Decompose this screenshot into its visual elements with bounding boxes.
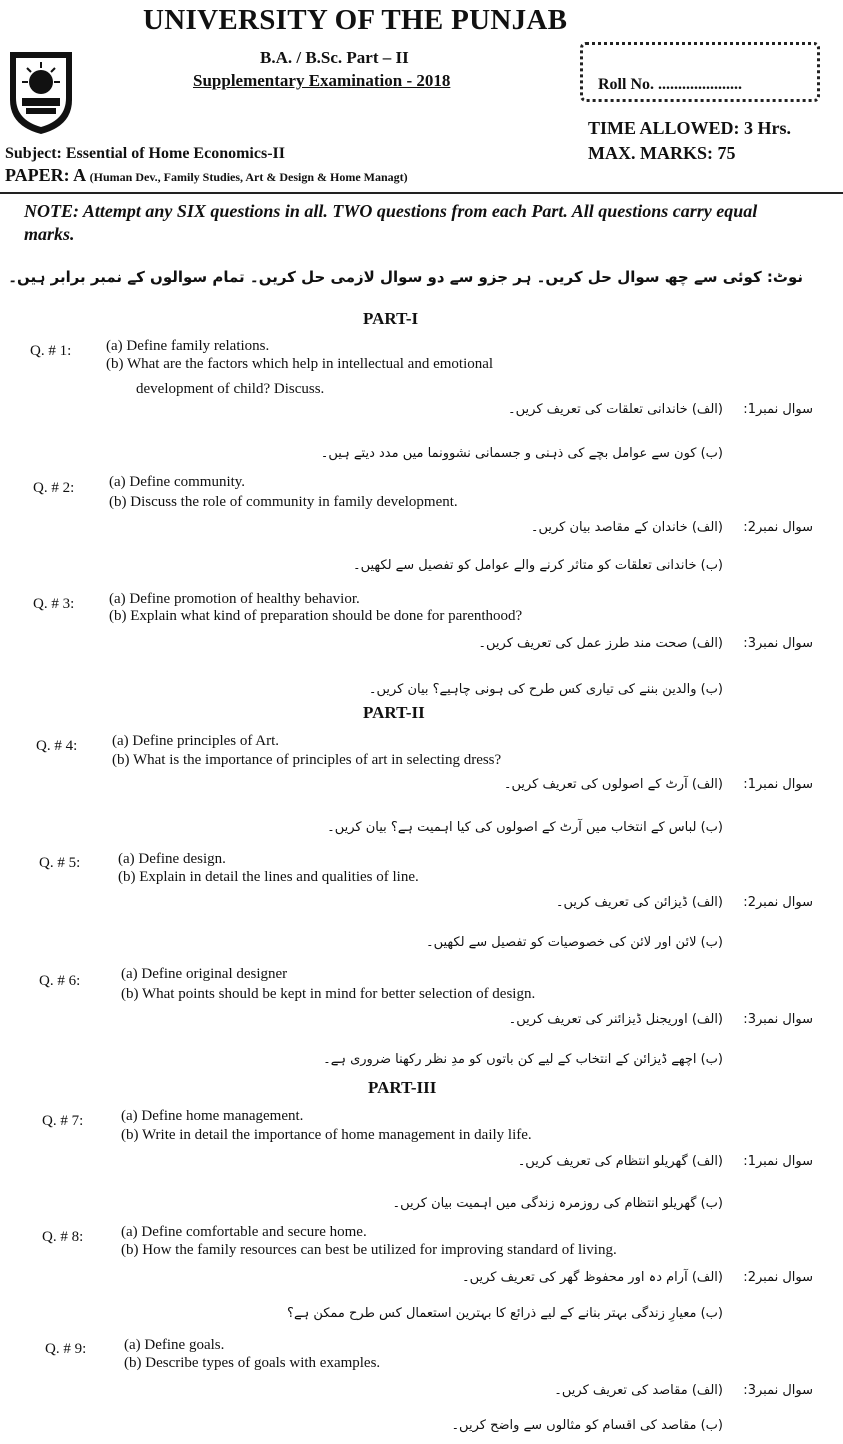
roll-number-label: Roll No. ..................... — [598, 76, 742, 93]
question-number: Q. # 6: — [39, 973, 81, 989]
urdu-question-a: (الف) مقاصد کی تعریف کریں۔ — [554, 1383, 723, 1398]
question-part-b: (b) Write in detail the importance of home management in daily life. — [121, 1127, 532, 1143]
header-divider — [0, 192, 843, 194]
max-marks: MAX. MARKS: 75 — [588, 143, 736, 163]
urdu-question-number: سوال نمبر2: — [743, 1270, 813, 1285]
urdu-question-a: (الف) صحت مند طرز عمل کی تعریف کریں۔ — [478, 636, 723, 651]
urdu-question-a: (الف) آرام دہ اور محفوظ گھر کی تعریف کریں۔ — [461, 1270, 723, 1285]
question-number: Q. # 5: — [39, 855, 81, 871]
university-title: UNIVERSITY OF THE PUNJAB — [143, 4, 568, 36]
paper-label: PAPER: A — [5, 165, 86, 185]
question-part-a: (a) Define design. — [118, 851, 226, 867]
part-heading: PART-II — [363, 703, 425, 722]
question-part-a: (a) Define original designer — [121, 966, 288, 982]
instructions-note: NOTE: Attempt any SIX questions in all. TWO questions from each Part. All questions carry equal marks. — [24, 201, 758, 244]
urdu-question-a: (الف) گھریلو انتظام کی تعریف کریں۔ — [517, 1154, 723, 1169]
urdu-question-number: سوال نمبر3: — [743, 1012, 813, 1027]
paper-line — [5, 165, 408, 186]
urdu-question-number: سوال نمبر2: — [743, 895, 813, 910]
urdu-question-number: سوال نمبر3: — [743, 636, 813, 651]
question-part-b-cont: development of child? Discuss. — [136, 381, 325, 397]
question-part-a: (a) Define comfortable and secure home. — [121, 1224, 367, 1240]
supplementary-title: Supplementary Examination - 2018 — [193, 71, 451, 90]
question-number: Q. # 1: — [30, 343, 72, 359]
question-part-a: (a) Define family relations. — [106, 338, 270, 354]
urdu-question-b: (ب) معیارِ زندگی بہتر بنانے کے لیے ذرائع کا بہترین استعمال کس طرح ممکن ہے؟ — [287, 1306, 723, 1321]
question-part-b: (b) Explain what kind of preparation should be done for parenthood? — [109, 608, 523, 624]
question-part-b: (b) Describe types of goals with examples. — [124, 1355, 381, 1371]
question-part-b: (b) What is the importance of principles of art in selecting dress? — [112, 752, 502, 768]
urdu-question-a: (الف) ڈیزائن کی تعریف کریں۔ — [555, 895, 723, 910]
question-number: Q. # 3: — [33, 596, 75, 612]
urdu-question-b: (ب) گھریلو انتظام کی روزمرہ زندگی میں اہمیت بیان کریں۔ — [392, 1196, 723, 1211]
urdu-question-a: (الف) اوریجنل ڈیزائنر کی تعریف کریں۔ — [508, 1012, 723, 1027]
time-allowed: TIME ALLOWED: 3 Hrs. — [588, 118, 792, 138]
urdu-question-a: (الف) خاندان کے مقاصد بیان کریں۔ — [530, 520, 723, 535]
question-number: Q. # 7: — [42, 1113, 84, 1129]
question-part-a: (a) Define principles of Art. — [112, 733, 280, 749]
question-part-a: (a) Define home management. — [121, 1108, 304, 1124]
question-number: Q. # 9: — [45, 1341, 87, 1357]
question-part-a: (a) Define goals. — [124, 1337, 225, 1353]
urdu-question-b: (ب) کون سے عوامل بچے کی ذہنی و جسمانی نشوونما میں مدد دیتے ہیں۔ — [320, 446, 723, 461]
instructions-note-urdu: نوٹ: کوئی سے چھ سوال حل کریں۔ ہر جزو سے دو سوال لازمی حل کریں۔ تمام سوالوں کے نمبر برابر ہیں۔ — [8, 268, 803, 286]
question-number: Q. # 4: — [36, 738, 78, 754]
question-part-b: (b) What are the factors which help in intellectual and emotional — [106, 356, 494, 372]
urdu-question-a: (الف) خاندانی تعلقات کی تعریف کریں۔ — [508, 402, 723, 417]
urdu-question-number: سوال نمبر1: — [743, 777, 813, 792]
urdu-question-b: (ب) اچھے ڈیزائن کے انتخاب کے لیے کن باتوں کو مدِ نظر رکھنا ضروری ہے۔ — [323, 1052, 723, 1067]
urdu-question-b: (ب) خاندانی تعلقات کو متاثر کرنے والے عوامل کو تفصیل سے لکھیں۔ — [352, 558, 723, 573]
part-heading: PART-III — [368, 1078, 437, 1097]
question-part-b: (b) Discuss the role of community in family development. — [109, 494, 458, 510]
urdu-question-b: (ب) لائن اور لائن کی خصوصیات کو تفصیل سے لکھیں۔ — [425, 935, 723, 950]
question-part-a: (a) Define promotion of healthy behavior. — [109, 591, 360, 607]
urdu-question-b: (ب) مقاصد کی اقسام کو مثالوں سے واضح کریں۔ — [451, 1418, 723, 1433]
question-part-a: (a) Define community. — [109, 474, 246, 490]
question-part-b: (b) What points should be kept in mind for better selection of design. — [121, 986, 536, 1002]
question-part-b: (b) How the family resources can best be utilized for improving standard of living. — [121, 1242, 617, 1258]
question-number: Q. # 8: — [42, 1229, 84, 1245]
urdu-question-a: (الف) آرٹ کے اصولوں کی تعریف کریں۔ — [503, 777, 723, 792]
question-part-b: (b) Explain in detail the lines and qualities of line. — [118, 869, 419, 885]
university-crest-icon — [6, 48, 76, 136]
urdu-question-number: سوال نمبر3: — [743, 1383, 813, 1398]
part-heading: PART-I — [363, 309, 419, 328]
urdu-question-number: سوال نمبر2: — [743, 520, 813, 535]
subject-line: Subject: Essential of Home Economics-II — [5, 145, 285, 162]
urdu-question-b: (ب) والدین بننے کی تیاری کس طرح کی ہونی چاہیے؟ بیان کریں۔ — [368, 682, 723, 697]
urdu-question-number: سوال نمبر1: — [743, 402, 813, 417]
urdu-question-b: (ب) لباس کے انتخاب میں آرٹ کے اصولوں کی کیا اہمیت ہے؟ بیان کریں۔ — [327, 820, 723, 835]
paper-detail: (Human Dev., Family Studies, Art & Design & Home Managt) — [89, 170, 408, 184]
urdu-question-number: سوال نمبر1: — [743, 1154, 813, 1169]
exam-title: B.A. / B.Sc. Part – II — [260, 48, 409, 67]
question-number: Q. # 2: — [33, 480, 75, 496]
